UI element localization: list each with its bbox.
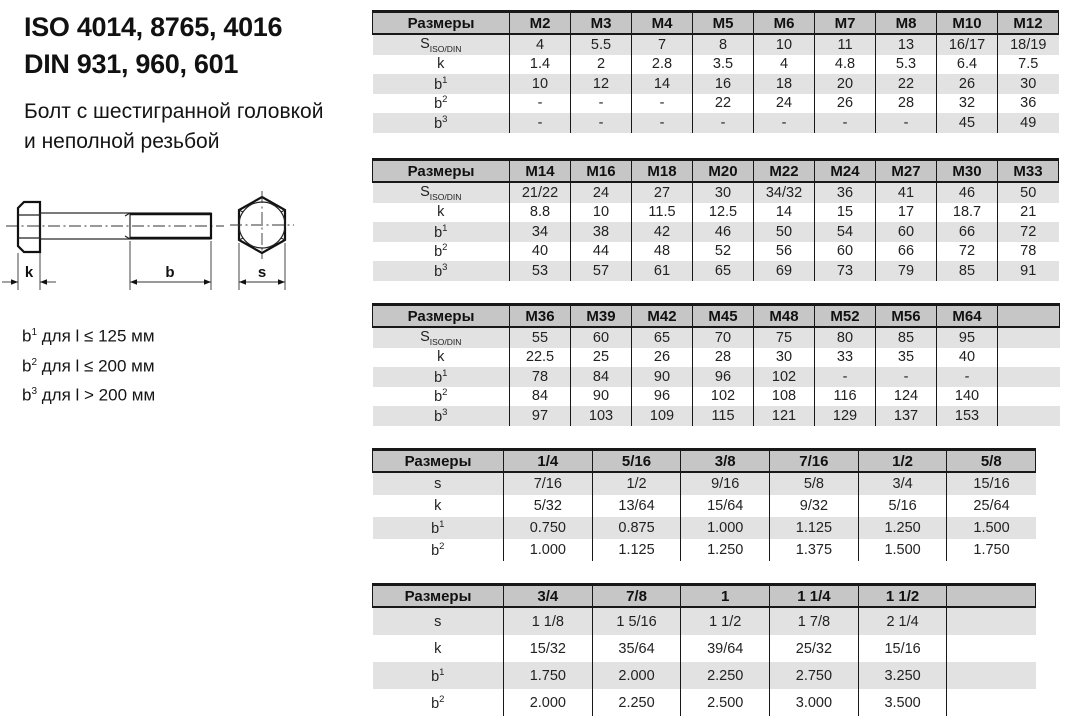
value-cell: 66 bbox=[937, 222, 998, 242]
row-label: $b^3$ bbox=[434, 113, 448, 132]
value-cell: 57 bbox=[571, 261, 632, 281]
row-label: k bbox=[437, 56, 445, 73]
note-b1: $b^1$ для l ≤ 125 мм bbox=[22, 326, 155, 346]
row-label-header: Размеры bbox=[373, 450, 504, 473]
value-cell: 1.750 bbox=[947, 539, 1036, 561]
note-b3: $b^3$ для l > 200 мм bbox=[22, 385, 156, 405]
table-row bbox=[373, 495, 1036, 517]
value-cell: 1.375 bbox=[770, 539, 859, 561]
value-cell: 97 bbox=[510, 406, 571, 426]
row-label-header: Размеры bbox=[373, 160, 510, 183]
size-column-header: 1/4 bbox=[504, 450, 593, 473]
value-cell: 14 bbox=[632, 74, 693, 94]
value-cell: 115 bbox=[693, 406, 754, 426]
value-cell: 96 bbox=[693, 367, 754, 387]
table-row bbox=[373, 327, 1060, 348]
value-cell: 1/2 bbox=[592, 472, 681, 495]
value-cell: 5/8 bbox=[770, 472, 859, 495]
value-cell: 2 bbox=[571, 55, 632, 75]
empty-cell bbox=[947, 689, 1036, 716]
value-cell: 73 bbox=[815, 261, 876, 281]
value-cell: 8 bbox=[693, 34, 754, 55]
value-cell: 69 bbox=[754, 261, 815, 281]
size-column-header: M14 bbox=[510, 160, 571, 183]
empty-cell bbox=[998, 327, 1060, 348]
row-label: s bbox=[434, 476, 442, 492]
value-cell: 5.3 bbox=[876, 55, 937, 75]
value-cell: 38 bbox=[571, 222, 632, 242]
size-column-header: M7 bbox=[815, 12, 876, 35]
value-cell: - bbox=[754, 113, 815, 133]
value-cell: 18 bbox=[754, 74, 815, 94]
value-cell: 1 1/8 bbox=[504, 607, 593, 635]
row-label: $S_{ISO/DIN}$ bbox=[420, 183, 462, 202]
value-cell: 12 bbox=[571, 74, 632, 94]
size-column-header: 1/2 bbox=[858, 450, 947, 473]
value-cell: 10 bbox=[754, 34, 815, 55]
value-cell: 39/64 bbox=[681, 635, 770, 662]
size-column-header: 7/16 bbox=[770, 450, 859, 473]
thread-length-notes bbox=[22, 320, 155, 409]
size-column-header: M6 bbox=[754, 12, 815, 35]
table-header-row bbox=[373, 160, 1059, 183]
value-cell: 60 bbox=[815, 242, 876, 262]
value-cell: 5/16 bbox=[858, 495, 947, 517]
size-column-header: M12 bbox=[998, 12, 1059, 35]
value-cell: 5.5 bbox=[571, 34, 632, 55]
value-cell: 44 bbox=[571, 242, 632, 262]
value-cell: 2.8 bbox=[632, 55, 693, 75]
value-cell: 6.4 bbox=[937, 55, 998, 75]
value-cell: 30 bbox=[998, 74, 1059, 94]
value-cell: 22 bbox=[693, 94, 754, 114]
value-cell: 15/64 bbox=[681, 495, 770, 517]
value-cell: 21/22 bbox=[510, 182, 571, 203]
table-row bbox=[373, 472, 1036, 495]
bolt-hex-end-view bbox=[230, 191, 294, 259]
value-cell: 72 bbox=[998, 222, 1059, 242]
value-cell: 49 bbox=[998, 113, 1059, 133]
table-header-row bbox=[373, 450, 1036, 473]
table-row bbox=[373, 367, 1060, 387]
value-cell: 55 bbox=[510, 327, 571, 348]
value-cell: 50 bbox=[998, 182, 1059, 203]
value-cell: 34/32 bbox=[754, 182, 815, 203]
table-row bbox=[373, 55, 1059, 75]
row-label: k bbox=[437, 204, 445, 221]
value-cell: 15/32 bbox=[504, 635, 593, 662]
value-cell: 3.000 bbox=[770, 689, 859, 716]
note-b2: $b^2$ для l ≤ 200 мм bbox=[22, 356, 155, 376]
table-row bbox=[373, 517, 1036, 539]
value-cell: - bbox=[510, 94, 571, 114]
value-cell: 30 bbox=[754, 348, 815, 368]
value-cell: 90 bbox=[571, 387, 632, 407]
row-label-header: Размеры bbox=[373, 585, 504, 608]
page-title-din: DIN 931, 960, 601 bbox=[24, 49, 239, 79]
value-cell: 7.5 bbox=[998, 55, 1059, 75]
value-cell: 46 bbox=[693, 222, 754, 242]
table-row bbox=[373, 635, 1036, 662]
size-column-header: M33 bbox=[998, 160, 1059, 183]
value-cell: 48 bbox=[632, 242, 693, 262]
table-row bbox=[373, 74, 1059, 94]
value-cell: 9/16 bbox=[681, 472, 770, 495]
size-column-header: M52 bbox=[815, 305, 876, 328]
dimension-label-k: k bbox=[24, 264, 34, 281]
size-column-header: M10 bbox=[937, 12, 998, 35]
value-cell: 60 bbox=[571, 327, 632, 348]
value-cell: 46 bbox=[937, 182, 998, 203]
value-cell: 3.5 bbox=[693, 55, 754, 75]
value-cell: 0.875 bbox=[592, 517, 681, 539]
value-cell: 3.250 bbox=[858, 662, 947, 689]
value-cell: 16 bbox=[693, 74, 754, 94]
value-cell: 1.750 bbox=[504, 662, 593, 689]
value-cell: 85 bbox=[876, 327, 937, 348]
value-cell: 7 bbox=[632, 34, 693, 55]
value-cell: 24 bbox=[571, 182, 632, 203]
size-column-header: M4 bbox=[632, 12, 693, 35]
size-column-header: M20 bbox=[693, 160, 754, 183]
value-cell: - bbox=[571, 94, 632, 114]
value-cell: 9/32 bbox=[770, 495, 859, 517]
table-row bbox=[373, 607, 1036, 635]
empty-cell bbox=[998, 406, 1060, 426]
value-cell: 80 bbox=[815, 327, 876, 348]
row-label: $S_{ISO/DIN}$ bbox=[420, 328, 462, 347]
row-label-header: Размеры bbox=[373, 305, 510, 328]
value-cell: - bbox=[632, 94, 693, 114]
value-cell: 4 bbox=[754, 55, 815, 75]
table-row bbox=[373, 662, 1036, 689]
value-cell: 28 bbox=[693, 348, 754, 368]
value-cell: 95 bbox=[937, 327, 998, 348]
value-cell: 70 bbox=[693, 327, 754, 348]
table-row bbox=[373, 182, 1059, 203]
dimension-table-metric-m2-m12 bbox=[372, 10, 1059, 133]
row-label: s bbox=[434, 613, 442, 630]
value-cell: 22.5 bbox=[510, 348, 571, 368]
value-cell: 26 bbox=[815, 94, 876, 114]
value-cell: 32 bbox=[937, 94, 998, 114]
bolt-head-side-view bbox=[18, 202, 40, 252]
size-column-header: M39 bbox=[571, 305, 632, 328]
value-cell: 75 bbox=[754, 327, 815, 348]
row-label: $S_{ISO/DIN}$ bbox=[420, 35, 462, 54]
row-label: k bbox=[437, 349, 445, 366]
table-row bbox=[373, 222, 1059, 242]
value-cell: 10 bbox=[510, 74, 571, 94]
value-cell: 36 bbox=[815, 182, 876, 203]
size-column-header: M22 bbox=[754, 160, 815, 183]
value-cell: - bbox=[876, 367, 937, 387]
size-column-header: M18 bbox=[632, 160, 693, 183]
value-cell: - bbox=[632, 113, 693, 133]
value-cell: 25/64 bbox=[947, 495, 1036, 517]
size-column-header: M30 bbox=[937, 160, 998, 183]
row-label: $b^3$ bbox=[434, 261, 448, 280]
value-cell: 11.5 bbox=[632, 203, 693, 223]
empty-cell bbox=[998, 387, 1060, 407]
value-cell: 84 bbox=[510, 387, 571, 407]
size-column-header: 3/8 bbox=[681, 450, 770, 473]
value-cell: 18/19 bbox=[998, 34, 1059, 55]
row-label: $b^2$ bbox=[434, 94, 448, 113]
value-cell: 96 bbox=[632, 387, 693, 407]
size-column-header: M3 bbox=[571, 12, 632, 35]
dimension-label-s: s bbox=[257, 264, 267, 281]
value-cell: 14 bbox=[754, 203, 815, 223]
table-row bbox=[373, 34, 1059, 55]
value-cell: 30 bbox=[693, 182, 754, 203]
size-column-header: M2 bbox=[510, 12, 571, 35]
value-cell: 3.500 bbox=[858, 689, 947, 716]
empty-cell bbox=[998, 348, 1060, 368]
value-cell: 85 bbox=[937, 261, 998, 281]
page-title-iso: ISO 4014, 8765, 4016 bbox=[24, 12, 283, 42]
value-cell: 8.8 bbox=[510, 203, 571, 223]
empty-header-cell bbox=[998, 305, 1060, 328]
size-column-header: 1 1/4 bbox=[770, 585, 859, 608]
value-cell: 15/16 bbox=[947, 472, 1036, 495]
empty-header-cell bbox=[947, 585, 1036, 608]
row-label: $b^1$ bbox=[434, 222, 448, 241]
size-column-header: M48 bbox=[754, 305, 815, 328]
value-cell: 40 bbox=[510, 242, 571, 262]
value-cell: 56 bbox=[754, 242, 815, 262]
value-cell: 137 bbox=[876, 406, 937, 426]
table-row bbox=[373, 406, 1060, 426]
value-cell: 26 bbox=[937, 74, 998, 94]
value-cell: 25 bbox=[571, 348, 632, 368]
value-cell: 36 bbox=[998, 94, 1059, 114]
value-cell: - bbox=[510, 113, 571, 133]
value-cell: 140 bbox=[937, 387, 998, 407]
value-cell: 65 bbox=[632, 327, 693, 348]
dimension-k bbox=[2, 253, 56, 290]
size-column-header: M36 bbox=[510, 305, 571, 328]
size-column-header: M5 bbox=[693, 12, 754, 35]
value-cell: 28 bbox=[876, 94, 937, 114]
size-column-header: 1 bbox=[681, 585, 770, 608]
dimension-table-inch-quarter-to-5-8 bbox=[372, 448, 1036, 561]
value-cell: 22 bbox=[876, 74, 937, 94]
table-row bbox=[373, 348, 1060, 368]
value-cell: 18.7 bbox=[937, 203, 998, 223]
value-cell: 35/64 bbox=[592, 635, 681, 662]
value-cell: 15 bbox=[815, 203, 876, 223]
value-cell: 12.5 bbox=[693, 203, 754, 223]
value-cell: 65 bbox=[693, 261, 754, 281]
value-cell: 17 bbox=[876, 203, 937, 223]
value-cell: 50 bbox=[754, 222, 815, 242]
size-column-header: 7/8 bbox=[592, 585, 681, 608]
value-cell: 90 bbox=[632, 367, 693, 387]
dimension-b bbox=[130, 241, 211, 290]
value-cell: 42 bbox=[632, 222, 693, 242]
size-column-header: M27 bbox=[876, 160, 937, 183]
value-cell: 26 bbox=[632, 348, 693, 368]
value-cell: 7/16 bbox=[504, 472, 593, 495]
value-cell: 2.750 bbox=[770, 662, 859, 689]
size-column-header: 5/8 bbox=[947, 450, 1036, 473]
value-cell: 10 bbox=[571, 203, 632, 223]
value-cell: 13/64 bbox=[592, 495, 681, 517]
value-cell: 53 bbox=[510, 261, 571, 281]
value-cell: 121 bbox=[754, 406, 815, 426]
row-label: k bbox=[434, 498, 442, 514]
value-cell: 4 bbox=[510, 34, 571, 55]
row-label: $b^2$ bbox=[434, 387, 448, 406]
size-column-header: M16 bbox=[571, 160, 632, 183]
row-label: $b^2$ bbox=[431, 541, 445, 559]
size-column-header: 3/4 bbox=[504, 585, 593, 608]
value-cell: 78 bbox=[510, 367, 571, 387]
row-label: $b^1$ bbox=[434, 367, 448, 386]
value-cell: - bbox=[693, 113, 754, 133]
row-label: $b^2$ bbox=[431, 693, 445, 712]
row-label: $b^3$ bbox=[434, 406, 448, 425]
value-cell: - bbox=[876, 113, 937, 133]
value-cell: - bbox=[815, 113, 876, 133]
value-cell: 21 bbox=[998, 203, 1059, 223]
value-cell: 20 bbox=[815, 74, 876, 94]
empty-cell bbox=[998, 367, 1060, 387]
dimension-label-b: b bbox=[165, 264, 175, 281]
value-cell: 2 1/4 bbox=[858, 607, 947, 635]
subtitle-line-1: Болт с шестигранной головкой bbox=[24, 100, 324, 123]
value-cell: 24 bbox=[754, 94, 815, 114]
value-cell: 102 bbox=[693, 387, 754, 407]
row-label-header: Размеры bbox=[373, 12, 510, 35]
row-label: $b^2$ bbox=[434, 242, 448, 261]
empty-cell bbox=[947, 607, 1036, 635]
value-cell: 1.500 bbox=[947, 517, 1036, 539]
row-label: $b^1$ bbox=[431, 666, 445, 685]
value-cell: 129 bbox=[815, 406, 876, 426]
value-cell: 34 bbox=[510, 222, 571, 242]
bolt-technical-drawing bbox=[0, 185, 310, 315]
table-header-row bbox=[373, 585, 1036, 608]
value-cell: 45 bbox=[937, 113, 998, 133]
row-label: k bbox=[434, 640, 442, 657]
value-cell: 78 bbox=[998, 242, 1059, 262]
value-cell: 25/32 bbox=[770, 635, 859, 662]
value-cell: 102 bbox=[754, 367, 815, 387]
value-cell: 1.250 bbox=[858, 517, 947, 539]
value-cell: 33 bbox=[815, 348, 876, 368]
value-cell: 103 bbox=[571, 406, 632, 426]
value-cell: 16/17 bbox=[937, 34, 998, 55]
table-row bbox=[373, 689, 1036, 716]
value-cell: 1.500 bbox=[858, 539, 947, 561]
value-cell: 13 bbox=[876, 34, 937, 55]
value-cell: 2.000 bbox=[592, 662, 681, 689]
value-cell: 79 bbox=[876, 261, 937, 281]
value-cell: 52 bbox=[693, 242, 754, 262]
value-cell: 1.4 bbox=[510, 55, 571, 75]
table-row bbox=[373, 242, 1059, 262]
value-cell: 1.000 bbox=[681, 517, 770, 539]
value-cell: 153 bbox=[937, 406, 998, 426]
empty-cell bbox=[947, 662, 1036, 689]
value-cell: 2.500 bbox=[681, 689, 770, 716]
value-cell: 1.125 bbox=[770, 517, 859, 539]
value-cell: 35 bbox=[876, 348, 937, 368]
value-cell: 72 bbox=[937, 242, 998, 262]
value-cell: 1.250 bbox=[681, 539, 770, 561]
value-cell: 15/16 bbox=[858, 635, 947, 662]
row-label: $b^1$ bbox=[434, 74, 448, 93]
row-label: $b^1$ bbox=[431, 519, 445, 537]
table-row bbox=[373, 261, 1059, 281]
value-cell: 41 bbox=[876, 182, 937, 203]
size-column-header: M24 bbox=[815, 160, 876, 183]
value-cell: - bbox=[815, 367, 876, 387]
value-cell: 66 bbox=[876, 242, 937, 262]
table-header-row bbox=[373, 12, 1059, 35]
size-column-header: M64 bbox=[937, 305, 998, 328]
value-cell: 1 1/2 bbox=[681, 607, 770, 635]
size-column-header: 1 1/2 bbox=[858, 585, 947, 608]
subtitle-line-2: и неполной резьбой bbox=[24, 130, 220, 153]
value-cell: 27 bbox=[632, 182, 693, 203]
value-cell: 3/4 bbox=[858, 472, 947, 495]
dimension-table-metric-m14-m33 bbox=[372, 158, 1059, 281]
size-column-header: 5/16 bbox=[592, 450, 681, 473]
value-cell: 116 bbox=[815, 387, 876, 407]
size-column-header: M56 bbox=[876, 305, 937, 328]
value-cell: 60 bbox=[876, 222, 937, 242]
value-cell: 40 bbox=[937, 348, 998, 368]
value-cell: 2.250 bbox=[592, 689, 681, 716]
value-cell: 1.125 bbox=[592, 539, 681, 561]
value-cell: 11 bbox=[815, 34, 876, 55]
value-cell: 54 bbox=[815, 222, 876, 242]
table-header-row bbox=[373, 305, 1060, 328]
value-cell: 1.000 bbox=[504, 539, 593, 561]
value-cell: 61 bbox=[632, 261, 693, 281]
value-cell: - bbox=[571, 113, 632, 133]
value-cell: 2.000 bbox=[504, 689, 593, 716]
value-cell: 0.750 bbox=[504, 517, 593, 539]
table-row bbox=[373, 539, 1036, 561]
value-cell: 2.250 bbox=[681, 662, 770, 689]
value-cell: 5/32 bbox=[504, 495, 593, 517]
table-row bbox=[373, 113, 1059, 133]
value-cell: 91 bbox=[998, 261, 1059, 281]
dimension-table-inch-3-4-to-1-5 bbox=[372, 583, 1036, 716]
size-column-header: M8 bbox=[876, 12, 937, 35]
value-cell: 84 bbox=[571, 367, 632, 387]
empty-cell bbox=[947, 635, 1036, 662]
size-column-header: M42 bbox=[632, 305, 693, 328]
value-cell: 124 bbox=[876, 387, 937, 407]
table-row bbox=[373, 94, 1059, 114]
size-column-header: M45 bbox=[693, 305, 754, 328]
value-cell: 1 5/16 bbox=[592, 607, 681, 635]
value-cell: 108 bbox=[754, 387, 815, 407]
table-row bbox=[373, 387, 1060, 407]
table-row bbox=[373, 203, 1059, 223]
value-cell: - bbox=[937, 367, 998, 387]
dimension-table-metric-m36-m64 bbox=[372, 303, 1060, 426]
value-cell: 1 7/8 bbox=[770, 607, 859, 635]
value-cell: 4.8 bbox=[815, 55, 876, 75]
value-cell: 109 bbox=[632, 406, 693, 426]
